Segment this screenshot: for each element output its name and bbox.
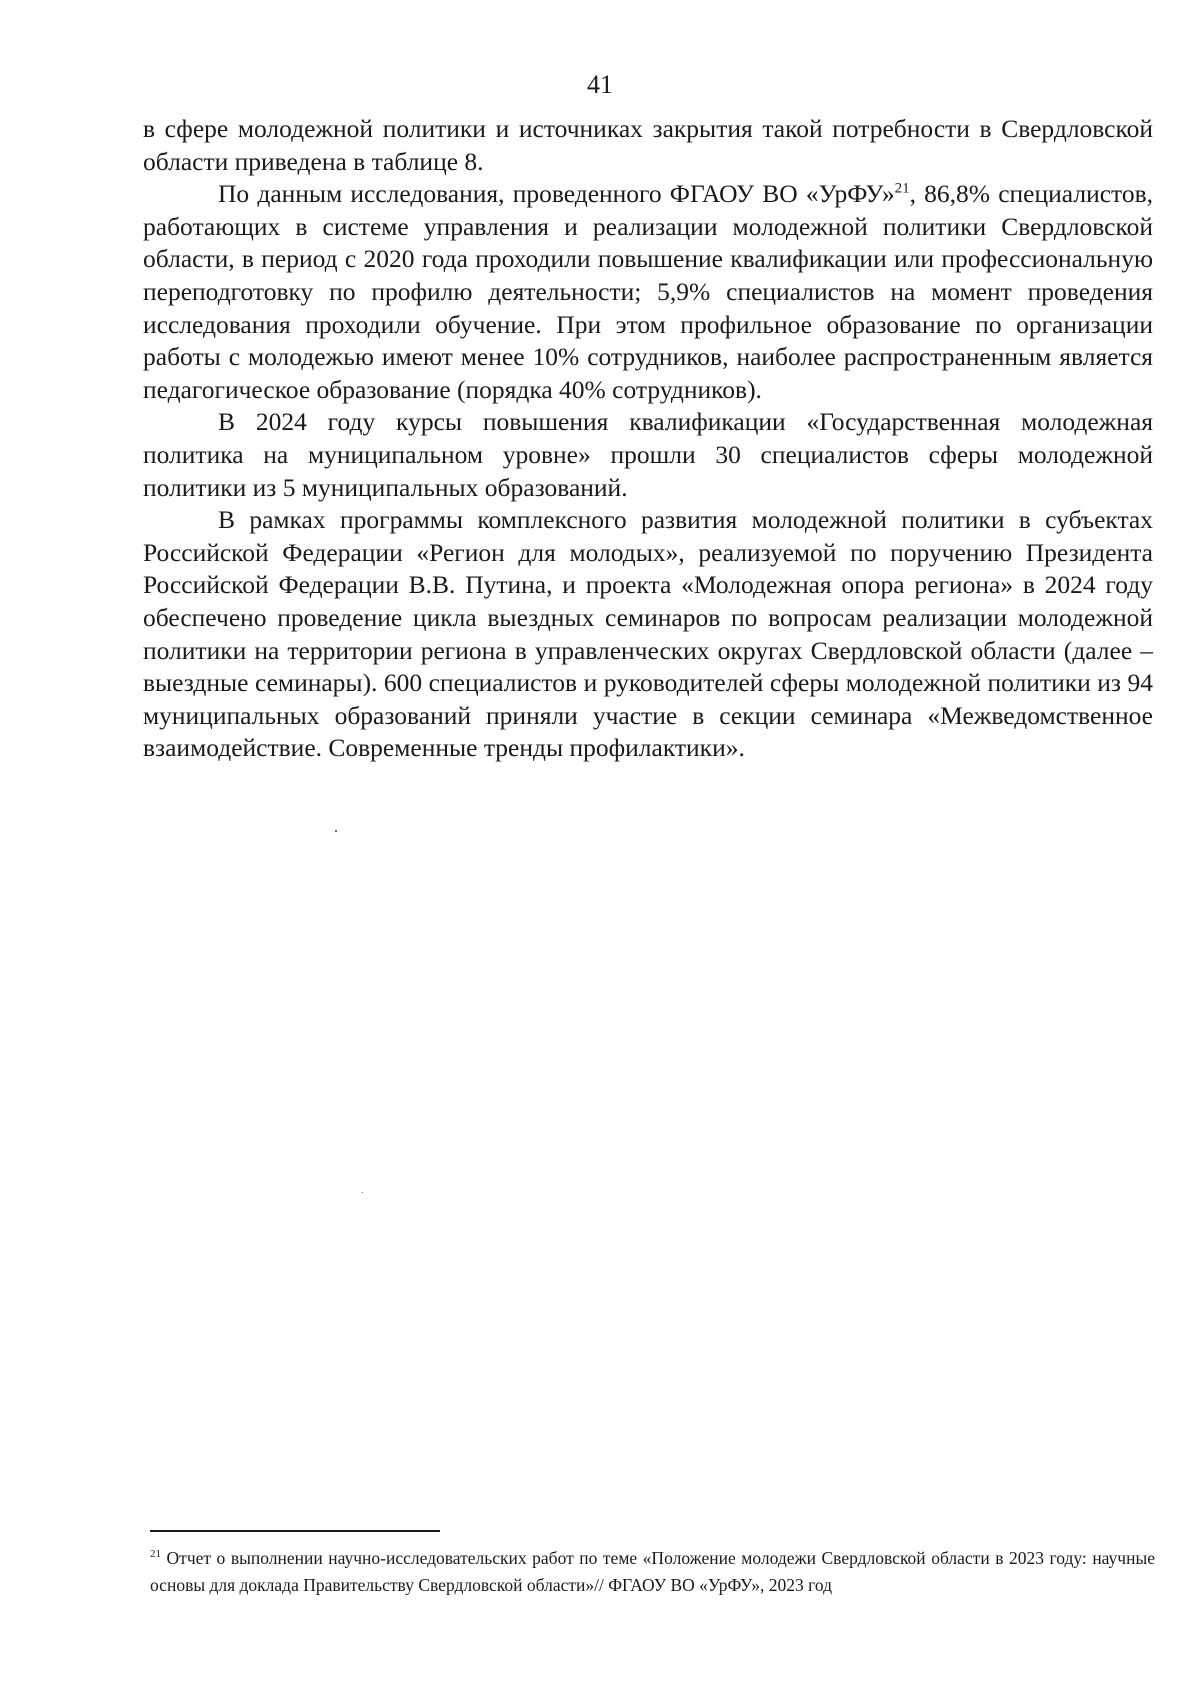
body-text	[143, 113, 1153, 765]
scan-speck	[362, 1192, 363, 1193]
footnote-marker: 21	[150, 1548, 161, 1561]
scan-speck	[335, 830, 337, 832]
footnote-divider	[150, 1530, 440, 1532]
paragraph-2-body: 86,8% специалистов, работающих в системе управления и реализации молодежной политики Свердловской области, в период с 2020 года проходили повышение квалификации или профессиональную переподготовку по профилю деятельности; 5,9% специалистов на момент проведения исследования проходили обучение. При этом профильное образование по организации работы с молодежью имеют менее 10% сотрудников, наиболее распространенным является педагогическое образование (порядка 40% сотрудников).	[143, 179, 1154, 404]
paragraph-3: В 2024 году курсы повышения квалификации «Государственная молодежная политика на муниципальном уровне» прошли 30 специалистов сферы молодежной политики из 5 муниципальных образований.	[143, 407, 1153, 502]
footnote-text: Отчет о выполнении научно-исследовательских работ по теме «Положение молодежи Свердловской области в 2023 году: научные основы для доклада Правительству Свердловской области»// ФГАОУ ВО «УрФУ», 2023 год	[150, 1548, 1155, 1595]
footnote-reference[interactable]: 21	[894, 180, 910, 197]
paragraph-2	[143, 178, 1153, 406]
paragraph-1: в сфере молодежной политики и источниках закрытия такой потребности в Свердловской области приведена в таблице 8.	[143, 114, 1153, 176]
paragraph-4: В рамках программы комплексного развития молодежной политики в субъектах Российской Федерации «Регион для молодых», реализуемой по поручению Президента Российской Федерации В.В. Путина, и проекта «Молодежная опора региона» в 2024 году обеспечено проведение цикла выездных семинаров по вопросам реализации молодежной политики на территории региона в управленческих округах Свердловской области (далее – выездные семинары). 600 специалистов и руководителей сферы молодежной политики из 94 муниципальных образований приняли участие в секции семинара «Межведомственное взаимодействие. Современные тренды профилактики».	[143, 505, 1153, 763]
paragraph-2-lead: По данным исследования, проведенного ФГАОУ ВО «УрФУ»	[218, 179, 895, 209]
footnote	[150, 1545, 1155, 1599]
page-number: 41	[587, 70, 613, 99]
paragraph-2-lead-tail: ,	[909, 179, 916, 209]
